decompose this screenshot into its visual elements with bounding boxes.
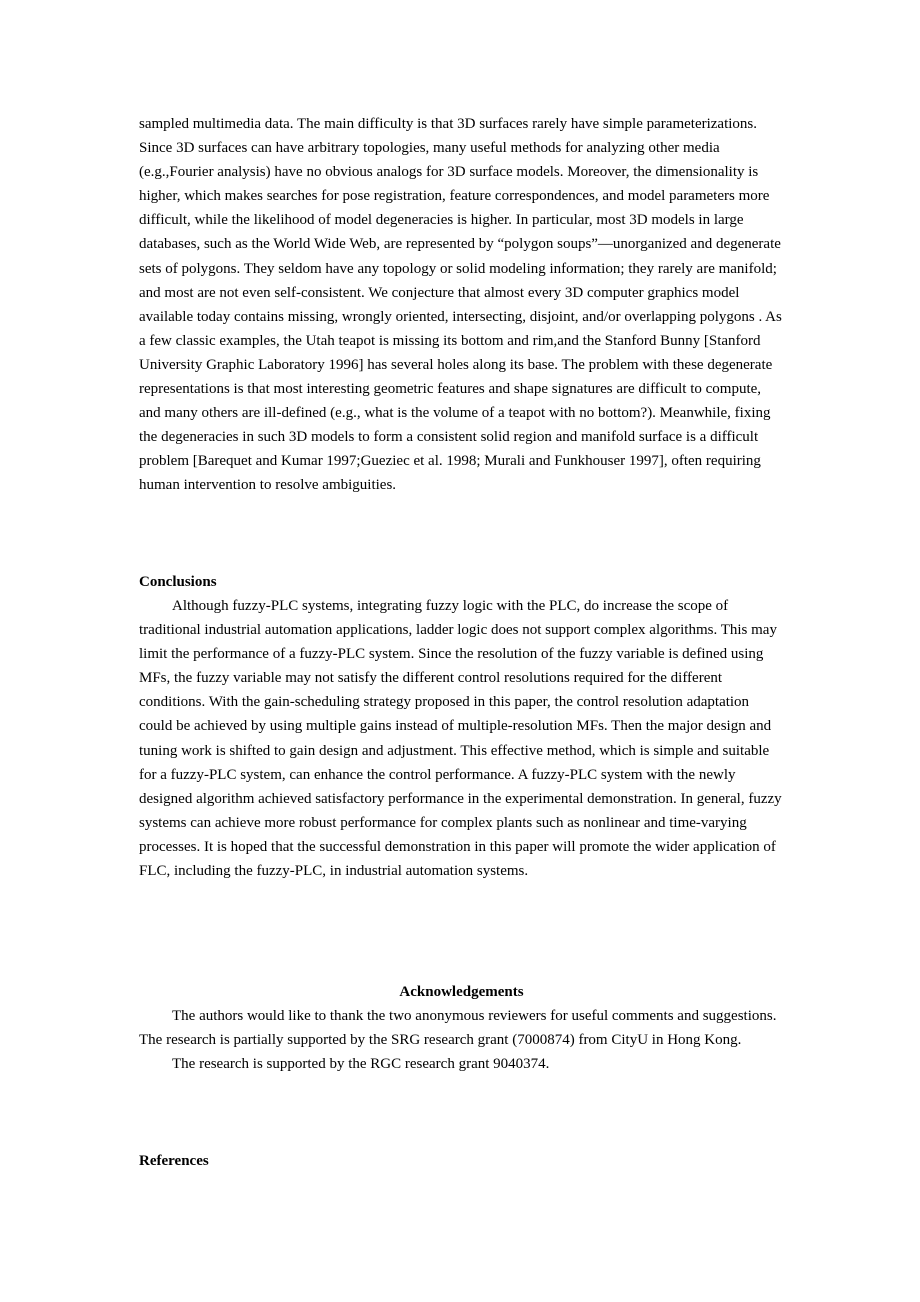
conclusions-heading: Conclusions	[139, 574, 217, 590]
acknowledgements-heading: Acknowledgements	[399, 984, 524, 1000]
intro-paragraph: sampled multimedia data. The main difficulty is that 3D surfaces rarely have simple parameterizations. Since 3D surfaces can have arbitrary topologies, many useful methods for analyzing other media (e.g.,Fourier analysis) have no obvious analogs for 3D surface models. Moreover, the dimensionality is higher, which makes searches for pose registration, feature correspondences, and model parameters more difficult, while the likelihood of model degeneracies is higher. In particular, most 3D models in large databases, such as the World Wide Web, are represented by “polygon soups”—unorganized and degenerate sets of polygons. They seldom have any topology or solid modeling information; they rarely are manifold; and most are not even self-consistent. We conjecture that almost every 3D computer graphics model available today contains missing, wrongly oriented, intersecting, disjoint, and/or overlapping polygons . As a few classic examples, the Utah teapot is missing its bottom and rim,and the Stanford Bunny [Stanford University Graphic Laboratory 1996] has several holes along its base. The problem with these degenerate representations is that most interesting geometric features and shape signatures are difficult to compute, and many others are ill-defined (e.g., what is the volume of a teapot with no bottom?). Meanwhile, fixing the degeneracies in such 3D models to form a consistent solid region and manifold surface is a difficult problem [Barequet and Kumar 1997;Gueziec et al. 1998; Murali and Funkhouser 1997], often requiring human intervention to resolve ambiguities.	[139, 116, 782, 494]
conclusions-section	[139, 594, 784, 883]
acknowledgements-paragraph-2: The research is supported by the RGC research grant 9040374.	[172, 1056, 550, 1073]
acknowledgements-section	[139, 1004, 784, 1076]
references-heading: References	[139, 1153, 209, 1169]
conclusions-paragraph: Although fuzzy-PLC systems, integrating fuzzy logic with the PLC, do increase the scope of traditional industrial automation applications, ladder logic does not support complex algorithms. This may limit the performance of a fuzzy-PLC system. Since the resolution of the fuzzy variable is defined using MFs, the fuzzy variable may not satisfy the different control resolutions required for the different conditions. With the gain-scheduling strategy proposed in this paper, the control resolution adaptation could be achieved by using multiple gains instead of multiple-resolution MFs. Then the major design and tuning work is shifted to gain design and adjustment. This effective method, which is simple and suitable for a fuzzy-PLC system, can enhance the control performance. A fuzzy-PLC system with the newly designed algorithm achieved satisfactory performance in the experimental demonstration. In general, fuzzy systems can achieve more robust performance for complex plants such as nonlinear and time-varying processes. It is hoped that the successful demonstration in this paper will promote the wider application of FLC, including the fuzzy-PLC, in industrial automation systems.	[139, 598, 782, 880]
intro-section	[139, 112, 784, 498]
acknowledgements-paragraph-1: The authors would like to thank the two anonymous reviewers for useful comments and suggestions. The research is partially supported by the SRG research grant (7000874) from CityU in Hong Kong.	[139, 1008, 777, 1049]
